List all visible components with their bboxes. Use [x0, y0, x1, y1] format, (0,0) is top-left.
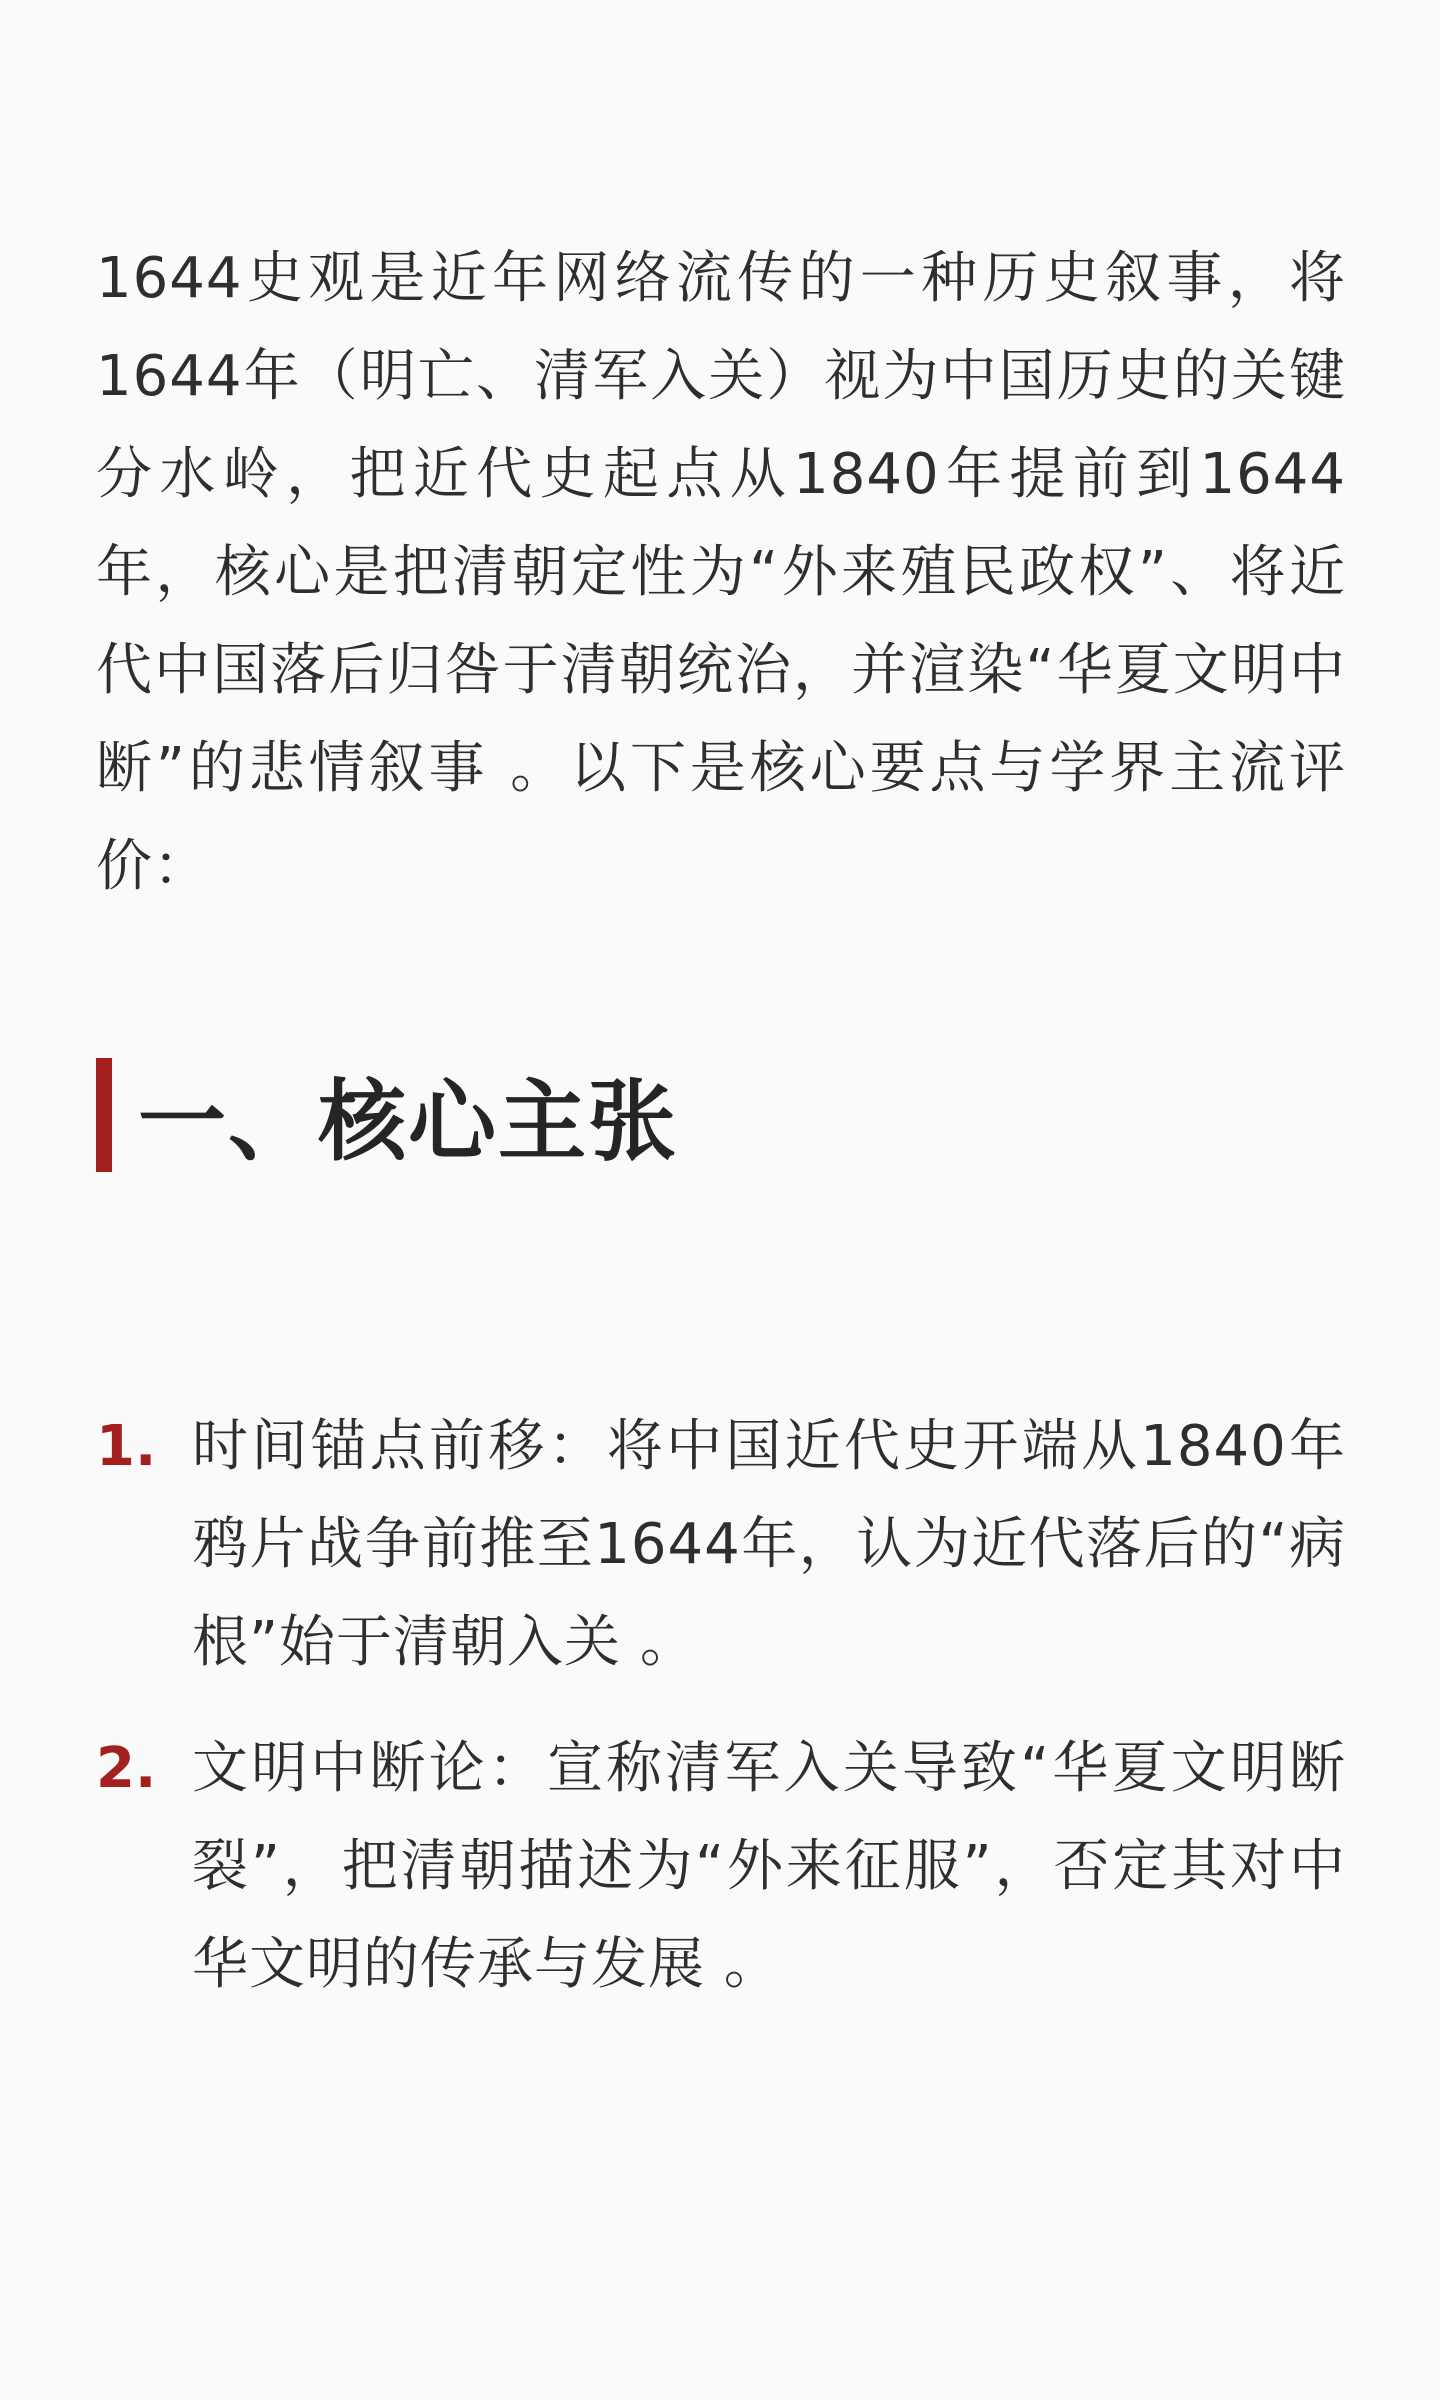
list-item [96, 1720, 1346, 2014]
section-accent-bar [96, 1058, 112, 1172]
intro-paragraph: 1644史观是近年网络流传的一种历史叙事，将1644年（明亡、清军入关）视为中国历史的关键分水岭，把近代史起点从1840年提前到1644年，核心是把清朝定性为“外来殖民政权”、将近代中国落后归咎于清朝统治，并渲染“华夏文明中断”的悲情叙事 。以下是核心要点与学界主流评价： [96, 246, 1346, 899]
list-item-number: 1. [96, 1414, 157, 1479]
list-item-text: 时间锚点前移：将中国近代史开端从1840年鸦片战争前推至1644年，认为近代落后的“病根”始于清朝入关 。 [192, 1414, 1346, 1675]
section-heading [96, 1058, 678, 1172]
core-points-list [96, 1398, 1346, 2042]
list-item-number: 2. [96, 1736, 157, 1801]
list-item [96, 1398, 1346, 1692]
section-title: 一、核心主张 [138, 1070, 679, 1173]
list-item-text: 文明中断论：宣称清军入关导致“华夏文明断裂”，把清朝描述为“外来征服”，否定其对中华文明的传承与发展 。 [192, 1736, 1346, 1997]
